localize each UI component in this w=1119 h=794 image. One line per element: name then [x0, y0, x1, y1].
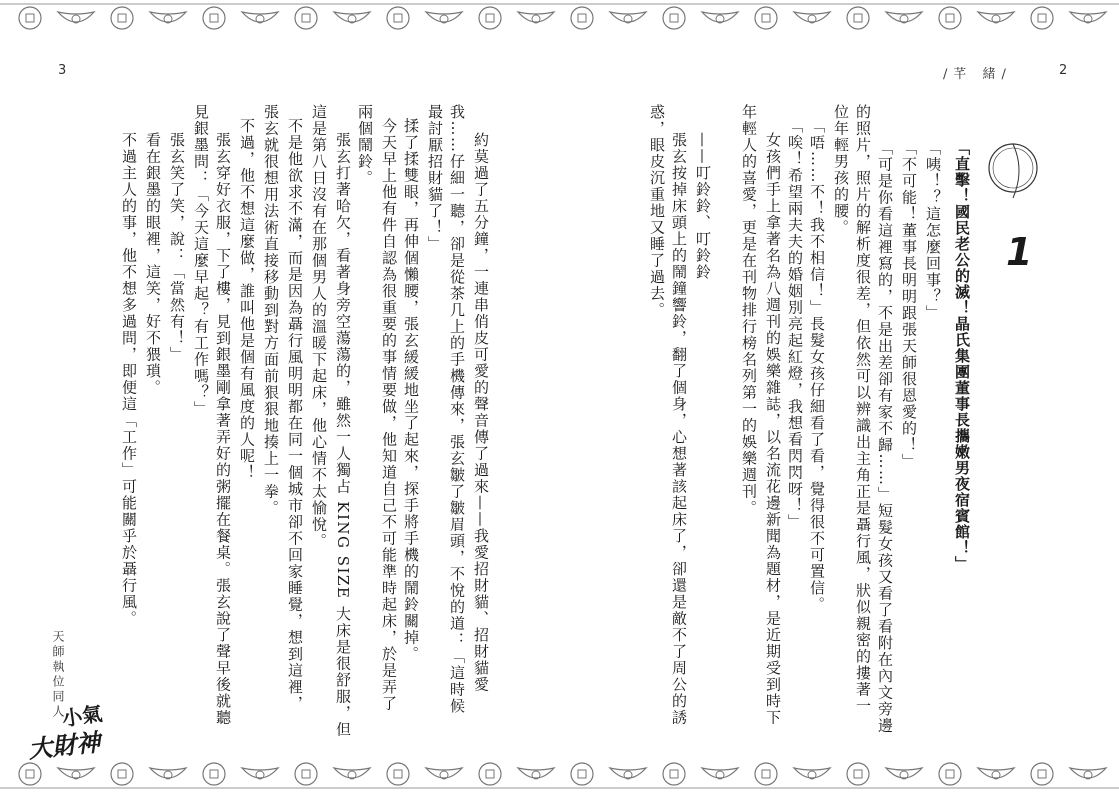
- coin-icon: [663, 763, 685, 785]
- gold-ingot-icon: [242, 12, 278, 22]
- left-column-10: 張玄就很想用法術直接移動到對方面前狠狠地揍上一拳。: [262, 104, 280, 517]
- coin-icon: [847, 763, 869, 785]
- right-column-5: 女孩們手上拿著名為八週刊的娛樂雜誌，以名流花邊新聞為題材，是近期受到時下: [764, 132, 782, 726]
- left-column-12: 張玄穿好衣服，下了樓，見到銀墨剛拿著弄好的粥擺在餐桌。張玄說了聲早後就聽: [214, 132, 232, 726]
- coin-icon: [939, 763, 961, 785]
- coin-icon: [755, 763, 777, 785]
- right-column-10: 惑，眼皮沉重地又睡了過去。: [648, 104, 666, 319]
- gold-ingot-icon: [794, 12, 830, 22]
- coin-icon: [571, 763, 593, 785]
- gold-ingot-icon: [58, 12, 94, 22]
- gold-ingot-icon: [426, 12, 462, 22]
- left-column-15: 看在銀墨的眼裡，這笑，好不猥瑣。: [144, 132, 162, 396]
- left-column-2: 我……仔細一聽，卻是從茶几上的手機傳來，張玄皺了皺眉頭，不悅的道：「這時候: [448, 104, 466, 715]
- left-column-13: 見銀墨問：「今天這麼早起？有工作嗎？」: [192, 104, 210, 418]
- right-column-6: 年輕人的喜愛，更是在刊物排行榜名列第一的娛樂週刊。: [740, 104, 758, 517]
- coin-icon: [19, 7, 41, 29]
- gold-ingot-icon: [794, 768, 830, 778]
- left-column-7: 張玄打著哈欠，看著身旁空蕩蕩的，雖然一人獨占 KING SIZE 大床是很舒服，但: [334, 132, 352, 738]
- right-column-top-1: 「咦！？這怎麼回事？」: [924, 140, 942, 322]
- gold-ingot-icon: [1070, 768, 1106, 778]
- left-column-4: 揉了揉雙眼，再伸個懶腰，張玄緩緩地坐了起來，探手將手機的鬧鈴關掉。: [402, 118, 420, 663]
- book-logo-line2: 大財神: [26, 728, 102, 764]
- gold-ingot-icon: [334, 12, 370, 22]
- left-page-number: 3: [58, 63, 67, 78]
- gold-ingot-icon: [150, 768, 186, 778]
- coin-border-bottom: [0, 752, 1119, 792]
- right-column-9: 張玄按掉床頭上的鬧鐘響鈴，翻了個身，心想著該起床了，卻還是敵不了周公的誘: [670, 132, 688, 726]
- author-header: /芊 緒/: [943, 67, 1012, 82]
- book-logo-line1: 小氣: [60, 701, 104, 731]
- coin-icon: [111, 763, 133, 785]
- left-column-1: 約莫過了五分鐘，一連串俏皮可愛的聲音傳了過來——我愛招財貓、招財貓愛: [472, 132, 490, 693]
- gold-ingot-icon: [978, 12, 1014, 22]
- coin-icon: [1031, 763, 1053, 785]
- coin-icon: [755, 7, 777, 29]
- right-column-8: ——叮鈴鈴、叮鈴鈴: [694, 132, 712, 281]
- coin-icon: [479, 7, 501, 29]
- left-column-16: 不過主人的事，他不想多過問，即便這「工作」可能關乎於聶行風。: [120, 132, 138, 627]
- coin-icon: [1031, 7, 1053, 29]
- coin-icon: [387, 763, 409, 785]
- series-label: 天師執位同人: [51, 630, 65, 720]
- left-column-5: 今天早上他有件自認為很重要的事情要做，他知道自己不可能準時起床，於是弄了: [380, 118, 398, 712]
- right-column-4: 「唉！希望兩夫夫的婚姻別亮起紅燈，我想看閃閃呀！」: [786, 118, 804, 531]
- gold-ingot-icon: [242, 768, 278, 778]
- chapter-headline: 「直擊！國民老公的滅！晶氏集團董事長攜嫩男夜宿賓館！」: [953, 140, 971, 572]
- gold-ingot-icon: [702, 12, 738, 22]
- gold-ingot-icon: [150, 12, 186, 22]
- left-column-14: 張玄笑了笑，說：「當然有！」: [168, 132, 186, 363]
- right-column-2: 位年輕男孩的腰。: [832, 104, 850, 236]
- coin-icon: [387, 7, 409, 29]
- gold-ingot-icon: [58, 768, 94, 778]
- left-column-8: 這是第八日沒有在那個男人的溫暖下起床，他心情不太愉悅。: [310, 104, 328, 550]
- gold-ingot-icon: [334, 768, 370, 778]
- gold-ingot-icon: [518, 768, 554, 778]
- left-column-3: 最討厭招財貓了！」: [426, 104, 444, 253]
- gold-ingot-icon: [518, 12, 554, 22]
- chapter-seal-icon: [985, 140, 1041, 200]
- gold-ingot-icon: [978, 768, 1014, 778]
- gold-ingot-icon: [426, 768, 462, 778]
- coin-border-top: [0, 0, 1119, 40]
- right-column-top-2: 「不可能！董事長明明跟張天師很恩愛的！」: [900, 140, 918, 470]
- right-column-3: 「唔……不！我不相信！」長髮女孩仔細看了看，覺得很不可置信。: [808, 118, 826, 613]
- coin-icon: [111, 7, 133, 29]
- left-column-11: 不過，他不想這麼做，誰叫他是個有風度的人呢！: [238, 118, 256, 481]
- coin-icon: [19, 763, 41, 785]
- gold-ingot-icon: [886, 12, 922, 22]
- right-page-number: 2: [1059, 63, 1068, 78]
- right-column-top-3: 「可是你看這裡寫的，不是出差卻有家不歸……」短髮女孩又看了看附在內文旁邊: [876, 140, 894, 734]
- gold-ingot-icon: [610, 768, 646, 778]
- right-column-1: 的照片，照片的解析度很差，但依然可以辨識出主角正是聶行風，狀似親密的摟著一: [854, 104, 872, 715]
- coin-icon: [479, 763, 501, 785]
- gold-ingot-icon: [702, 768, 738, 778]
- coin-icon: [939, 7, 961, 29]
- coin-icon: [663, 7, 685, 29]
- coin-icon: [203, 7, 225, 29]
- left-column-9: 不是他欲求不滿，而是因為聶行風明明都在同一個城市卻不回家睡覺，想到這裡，: [286, 118, 304, 712]
- gold-ingot-icon: [886, 768, 922, 778]
- left-column-6: 兩個鬧鈴。: [356, 104, 374, 187]
- gold-ingot-icon: [1070, 12, 1106, 22]
- gold-ingot-icon: [610, 12, 646, 22]
- coin-icon: [295, 7, 317, 29]
- coin-icon: [571, 7, 593, 29]
- chapter-number: 1: [1006, 230, 1033, 274]
- coin-icon: [295, 763, 317, 785]
- coin-icon: [203, 763, 225, 785]
- coin-icon: [847, 7, 869, 29]
